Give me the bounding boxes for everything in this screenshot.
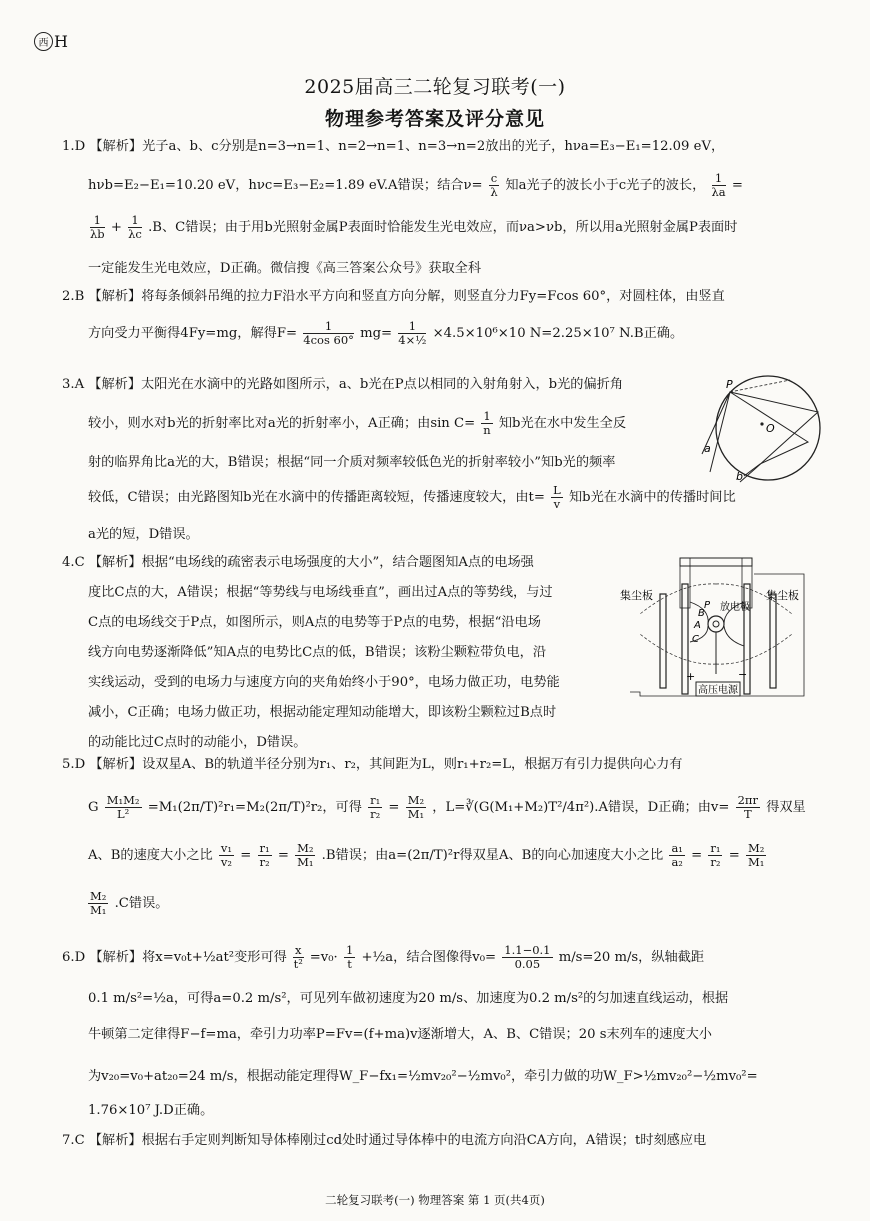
label-O: O: [766, 422, 775, 435]
q3-line1: 3.A 【解析】太阳光在水滴中的光路如图所示，a、b光在P点以相同的入射角射入，b光的偏折角: [62, 377, 624, 392]
label-b: b: [736, 470, 743, 483]
fraction: $\frac{1}{4\cos 60^\circ}$: [303, 319, 354, 348]
q3-line5: a光的短，D错误。: [88, 527, 199, 542]
q5-line2: G $\frac{\text{M₁M₂}}{\text{L²}}$ =M₁(2π/T)²r₁=M₂(2π/T)²r₂，可得 $\frac{\text{r₁}}{\text{r₂}}$ = $\frac{\text{M₂}}{\text{M₁}}$ ，L=∛(G(M₁+M₂)T²/4π²).A错误，D正确；由v= $\frac{2\pi r}{T}$ 得双星: [88, 793, 806, 822]
q6-line3: 牛顿第二定律得F−f=ma，牵引力功率P=Fv=(f+ma)v逐渐增大，A、B、C错误；20 s末列车的速度大小: [88, 1027, 712, 1042]
q3-line2: 较小，则水对b光的折射率比对a光的折射率小，A正确；由sin C= $\frac{1}{n}$ 知b光在水中发生全反: [88, 409, 627, 438]
fraction: $\frac{2\pi r}{T}$: [737, 793, 758, 822]
fraction: $\frac{x}{\text{t²}}$: [293, 943, 303, 972]
q3-line4: 较低，C错误；由光路图知b光在水滴中的传播距离较短，传播速度较大，由t= $\frac{L}{v}$ 知b光在水滴中的传播时间比: [88, 483, 736, 512]
label-P: P: [704, 600, 711, 611]
q7-line1: 7.C 【解析】根据右手定则判断知导体棒刚过cd处时通过导体棒中的电流方向沿CA方向，A错误；t时刻感应电: [62, 1133, 707, 1148]
fraction: $\frac{\text{r₁}}{\text{r₂}}$: [710, 841, 721, 870]
q2-line2: 方向受力平衡得4Fy=mg，解得F= $\frac{1}{4\cos 60^\circ}$ mg= $\frac{1}{\text{4×½}}$ ×4.5×10⁶×10 N=2.25×10⁷ N.B正确。: [88, 319, 684, 348]
q4-line4: 线方向电势逐渐降低”知A点的电势比C点的低，B错误；该粉尘颗粒带负电，沿: [88, 645, 547, 660]
q1-line4: 一定能发生光电效应，D正确。微信搜《高三答案公众号》获取全科: [88, 261, 482, 276]
q4-line3: C点的电场线交于P点，如图所示，则A点的电势等于P点的电势，根据“沿电场: [88, 615, 541, 630]
fraction: $\frac{1}{n}$: [483, 409, 491, 438]
q5-line3: A、B的速度大小之比 $\frac{\text{v₁}}{\text{v₂}}$ = $\frac{\text{r₁}}{\text{r₂}}$ = $\frac{\text{M₂}}{\text{M₁}}$ .B错误；由a=(2π/T)²r得双星A、B的向心加速度大小之比 $\frac{\text{a₁}}{\text{a₂}}$ = $\frac{\text{r₁}}{\text{r₂}}$ = $\frac{\text{M₂}}{\text{M₁}}$: [88, 841, 765, 870]
fraction: $\frac{1}{t}$: [345, 943, 354, 972]
label-right-plate: 集尘板: [766, 589, 799, 602]
paper-code-letter: H: [54, 32, 68, 51]
page-subtitle: 物理参考答案及评分意见: [324, 108, 545, 130]
fraction: $\frac{1}{\lambda a}$: [711, 171, 726, 200]
dust-collector-figure: [620, 554, 808, 710]
label-minus: −: [738, 668, 748, 681]
q2-line1: 2.B 【解析】将每条倾斜吊绳的拉力F沿水平方向和竖直方向分解，则竖直分力Fy=Fcos 60°，对圆柱体，由竖直: [62, 289, 725, 304]
q5-line4: $\frac{\text{M₂}}{\text{M₁}}$ .C错误。: [90, 889, 169, 918]
fraction: $\frac{\text{M₂}}{\text{M₁}}$: [297, 841, 314, 870]
fraction: $\frac{\text{r₁}}{\text{r₂}}$: [259, 841, 270, 870]
label-plus: +: [686, 670, 696, 683]
fraction: $\frac{\text{a₁}}{\text{a₂}}$: [671, 841, 683, 870]
label-C: C: [692, 634, 699, 645]
fraction: $\frac{\text{M₂}}{\text{M₁}}$: [90, 889, 107, 918]
label-P: P: [726, 378, 733, 391]
q6-line2: 0.1 m/s²=½a，可得a=0.2 m/s²，可见列车做初速度为20 m/s、加速度为0.2 m/s²的匀加速直线运动，根据: [88, 991, 729, 1006]
q4-line5: 实线运动，受到的电场力与速度方向的夹角始终小于90°，电场力做正功，电势能: [88, 675, 560, 690]
fraction: $\frac{c}{\lambda}$: [490, 171, 498, 200]
q6-line5: 1.76×10⁷ J.D正确。: [88, 1103, 214, 1118]
q4-line1: 4.C 【解析】根据“电场线的疏密表示电场强度的大小”，结合题图知A点的电场强: [62, 555, 534, 570]
paper-code-circle: 西: [34, 32, 53, 51]
q6-line1: 6.D 【解析】将x=v₀t+½at²变形可得 $\frac{x}{\text{t²}}$ =v₀· $\frac{1}{t}$ +½a，结合图像得v₀= $\frac{1.1-0.1}{0.05}$ m/s=20 m/s，纵轴截距: [62, 943, 705, 972]
q1-line3: $\frac{1}{\lambda b}$ + $\frac{1}{\lambda c}$ .B、C错误；由于用b光照射金属P表面时恰能发生光电效应，而νa>νb，所以用a光照射金属P表面时: [90, 213, 738, 242]
page-footer: 二轮复习联考(一) 物理答案 第 1 页(共4页): [325, 1193, 545, 1207]
q4-line2: 度比C点的大，A错误；根据“等势线与电场线垂直”，画出过A点的等势线，与过: [88, 585, 553, 600]
q3-line3: 射的临界角比a光的大，B错误；根据“同一介质对频率较低色光的折射率较小”知b光的频率: [88, 455, 616, 470]
q1-line1: 1.D 【解析】光子a、b、c分别是n=3→n=1、n=2→n=1、n=3→n=2放出的光子，hνa=E₃−E₁=12.09 eV，: [62, 139, 725, 154]
fraction: $\frac{\text{v₁}}{\text{v₂}}$: [220, 841, 233, 870]
fraction: $\frac{\text{r₁}}{\text{r₂}}$: [370, 793, 381, 822]
q4-line7: 的动能比过C点时的动能小，D错误。: [88, 735, 307, 750]
label-A: A: [694, 620, 701, 631]
label-power: 高压电源: [698, 685, 738, 696]
water-drop-figure: [700, 372, 830, 484]
page-title: 2025届高三二轮复习联考(一): [304, 76, 566, 98]
q1-line2: hνb=E₂−E₁=10.20 eV，hνc=E₃−E₂=1.89 eV.A错误；结合ν= $\frac{c}{\lambda}$ 知a光子的波长小于c光子的波长， $\frac{1}{\lambda a}$ =: [88, 171, 743, 200]
fraction: $\frac{L}{v}$: [553, 483, 561, 512]
fraction: $\frac{\text{M₂}}{\text{M₁}}$: [407, 793, 425, 822]
fraction: $\frac{1}{\lambda b}$: [90, 213, 105, 242]
q6-line4: 为v₂₀=v₀+at₂₀=24 m/s，根据动能定理得W_F−fx₁=½mv₂₀²−½mv₀²，牵引力做的功W_F>½mv₂₀²−½mv₀²=: [88, 1069, 758, 1084]
paper-code: [34, 32, 68, 51]
q4-line6: 减小，C正确；电场力做正功，根据动能定理知动能增大，即该粉尘颗粒过B点时: [88, 705, 557, 720]
label-electrode: 放电极: [720, 602, 750, 613]
fraction: $\frac{1}{\lambda c}$: [128, 213, 142, 242]
fraction: $\frac{\text{M₁M₂}}{\text{L²}}$: [106, 793, 140, 822]
fraction: $\frac{1.1-0.1}{0.05}$: [504, 943, 551, 972]
q5-line1: 5.D 【解析】设双星A、B的轨道半径分别为r₁、r₂，其间距为L，则r₁+r₂=L，根据万有引力提供向心力有: [62, 757, 683, 772]
label-a: a: [704, 442, 711, 455]
fraction: $\frac{\text{M₂}}{\text{M₁}}$: [747, 841, 765, 870]
label-B: B: [698, 608, 705, 619]
fraction: $\frac{1}{\text{4×½}}$: [398, 319, 427, 348]
label-left-plate: 集尘板: [620, 589, 653, 602]
